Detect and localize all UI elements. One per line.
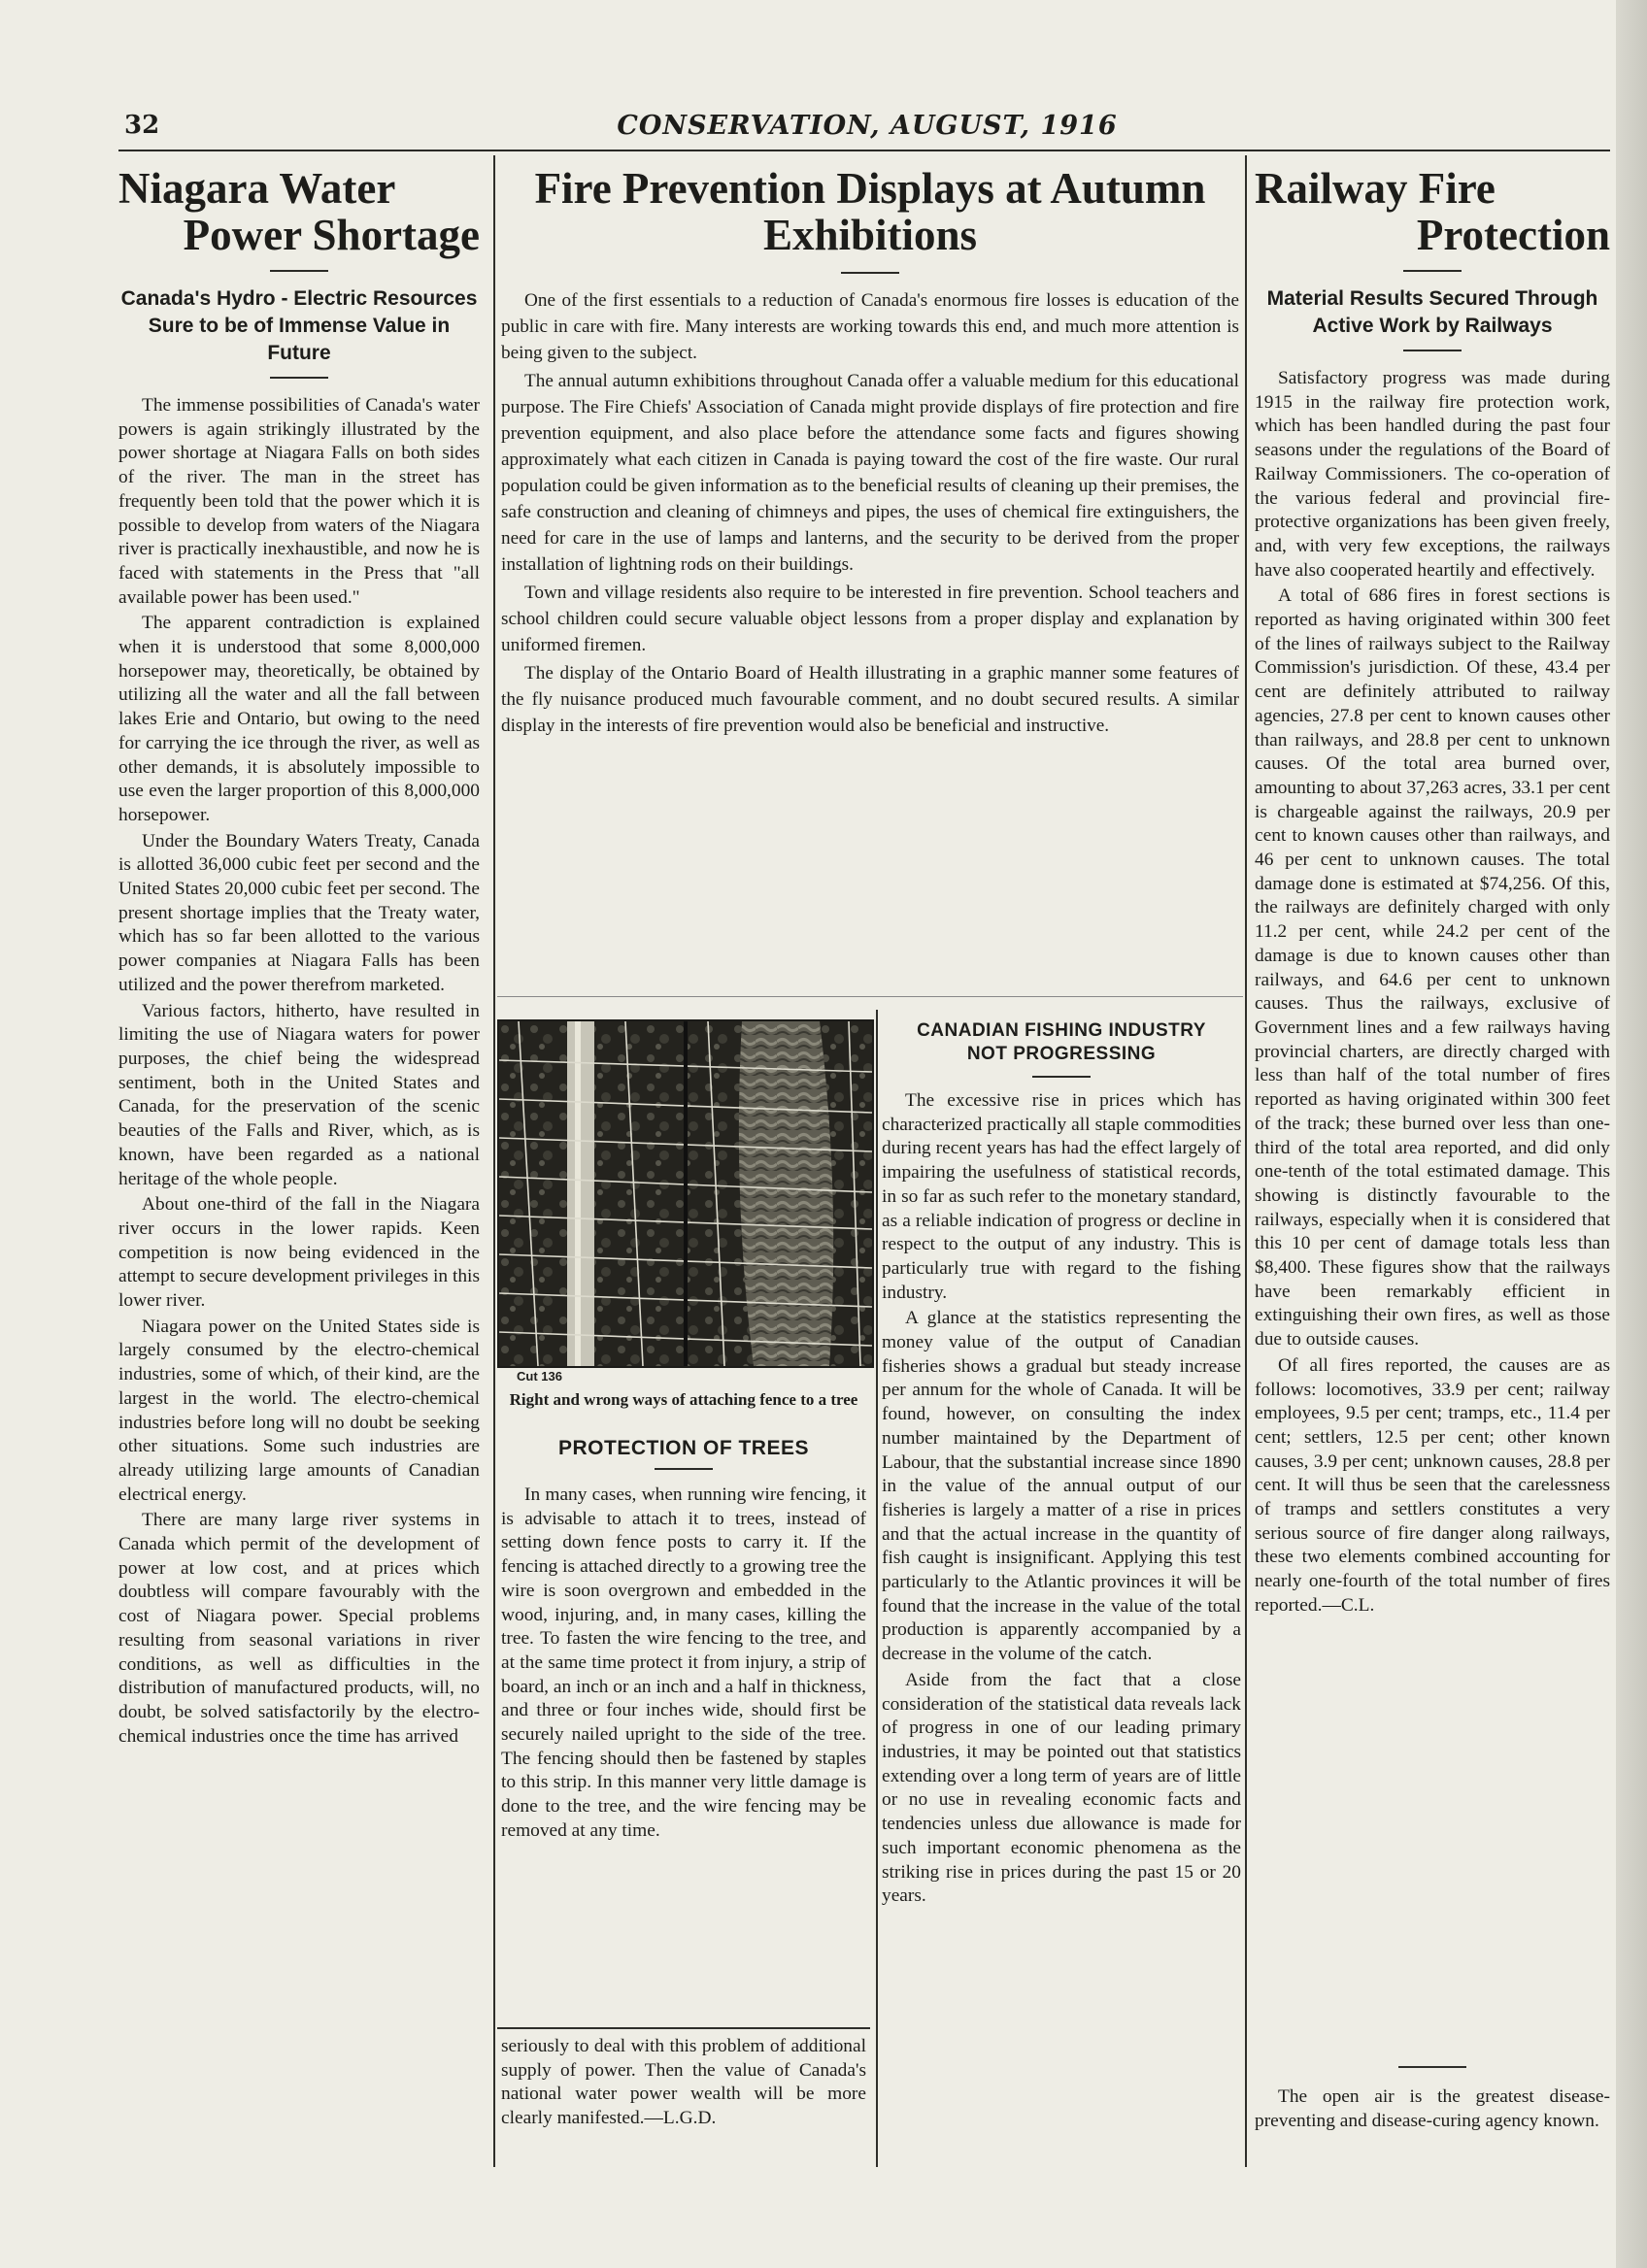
niagara-paragraph-3: Under the Boundary Waters Treaty, Canada is allotted 36,000 cubic feet per second and the United States 20,000 cubic feet per second. The present shortage implies that the Treaty water, which has so far been allotted to the various power companies at Niagara Falls has been utilized and the power therefrom marketed. <box>118 830 480 995</box>
fishing-paragraph-3: Aside from the fact that a close consideration of the statistical data reveals lack of progress in one of our leading primary industries, it may be pointed out that statistics extending over a long term of years are of little or no use in revealing economic facts and tendencies unless due allowance is made for such important economic phenomena as the striking rise in prices during the past 15 or 20 years. <box>882 1669 1241 1907</box>
article-fire-prevention <box>501 165 1239 1000</box>
column-divider-3 <box>876 1010 878 2167</box>
niagara-paragraph-1: The immense possibilities of Canada's water powers is again strikingly illustrated by the power shortage at Niagara Falls on both sides of the river. The man in the street has frequently been told that the power which it is possible to develop from waters of the Niagara river is practically inexhaustible, and now he is faced with statements in the Press that "all available power has been used." <box>118 395 480 608</box>
railway-deck: Material Results Secured Through Active Work by Railways <box>1266 287 1598 337</box>
filler-rule <box>1398 2066 1466 2068</box>
article-trees <box>501 1437 866 2019</box>
niagara-continuation-block <box>501 2035 866 2171</box>
fire-rule <box>841 272 899 274</box>
figure-caption: Right and wrong ways of attaching fence to a tree <box>509 1390 858 1409</box>
article-fishing <box>882 1019 1241 2175</box>
niagara-paragraph-7: There are many large river systems in Canada which permit of the development of power at low cost, and at prices which doubtless will compare favourably with the cost of Niagara power. Special problems resulting from seasonal variations in river conditions, as well as difficulties in the distribution of manufactured products, will, no doubt, be solved satisfactorily by the electro-chemical industries once the time has arrived <box>118 1510 480 1747</box>
fishing-paragraph-1: The excessive rise in prices which has characterized practically all staple commodities during recent years has had the effect largely of impairing the usefulness of statistical records, in so far as such refer to the monetary standard, as a reliable indication of progress or decline in respect to the output of any industry. This is particularly true with regard to the fishing industry. <box>882 1090 1241 1303</box>
niagara-headline-line2: Power Shortage <box>183 211 480 259</box>
fire-headline-line1: Fire Prevention Displays at Autumn <box>534 165 1206 213</box>
trees-title: PROTECTION OF TREES <box>557 1437 809 1459</box>
column-divider-1 <box>493 155 495 2167</box>
railway-headline-line1: Railway Fire <box>1255 165 1496 213</box>
fence-tree-photo <box>497 1019 874 1368</box>
niagara-paragraph-6: Niagara power on the United States side is largely consumed by the electro-chemical industries, some of which, of their kind, are the largest in the world. The electro-chemical industries before long will no doubt be seeking other situations. Some such industries are already utilizing large amounts of Canadian electrical energy. <box>118 1316 480 1505</box>
fishing-title-line2: NOT PROGRESSING <box>966 1044 1157 1064</box>
trees-paragraph-1: In many cases, when running wire fencing, it is advisable to attach it to trees, instead of setting down fence posts to carry it. If the fencing is attached directly to a growing tree the wire is soon overgrown and embedded in the wood, injuring, and, in many cases, killing the tree. To fasten the wire fencing to the tree, and at the same time protect it from injury, a strip of board, an inch or an inch and a half in thickness, and three or four inches wide, should first be securely nailed upright to the side of the tree. The fencing should then be fastened by staples to this strip. In this manner very little damage is done to the tree, and the wire fencing may be removed at any time. <box>501 1484 866 1841</box>
niagara-paragraph-5: About one-third of the fall in the Niagara river occurs in the lower rapids. Keen competition is now being evidenced in the attempt to secure development privileges in this lower river. <box>118 1194 480 1312</box>
fire-paragraph-2: The annual autumn exhibitions throughout Canada offer a valuable medium for this educational purpose. The Fire Chiefs' Association of Canada might provide displays of fire protection and fire prevention equipment, and also place before the attendance some facts and figures showing approximately what each citizen in Canada is paying toward the cost of the fire waste. Our rural population could be given information as to the beneficial results of cleaning up their premises, the safe construction and cleaning of chimneys and pipes, the uses of chemical fire extinguishers, the need for care in the use of lamps and lanterns, and the security to be derived from the proper installation of lightning rods on their buildings. <box>501 371 1239 575</box>
running-head: CONSERVATION, AUGUST, 1916 <box>617 111 1118 141</box>
fence-tree-illustration <box>499 1021 872 1366</box>
column-divider-2 <box>1245 155 1247 2167</box>
fishing-paragraph-2: A glance at the statistics representing the money value of the output of Canadian fisheries shows a gradual but steady increase per annum for the whole of Canada. It will be found, however, on consulting the index number maintained by the Department of Labour, that the substantial increase since 1890 in the value of the annual output of our fisheries is largely a matter of a rise in prices and that the actual increase in the quantity of fish caught is insignificant. Applying this test particularly to the Atlantic provinces it will be found that the increase in the value of the total production is apparently accompanied by a decrease in the volume of the catch. <box>882 1308 1241 1665</box>
railway-paragraph-1: Satisfactory progress was made during 1915 in the railway fire protection work, which has been handled during the past four seasons under the regulations of the Board of Railway Commissioners. The co-operation of the various federal and provincial fire-protective organizations has been given freely, and, with very few exceptions, the railways have also cooperated heartily and effectively. <box>1255 368 1610 581</box>
filler-block <box>1255 2085 1610 2173</box>
horizontal-rule-lower-left <box>497 2027 870 2029</box>
header-rule <box>118 150 1610 151</box>
article-niagara <box>118 165 480 2175</box>
niagara-paragraph-2: The apparent contradiction is explained when it is understood that some 8,000,000 horsepower may, theoretically, be obtained by utilizing all the water and all the fall between lakes Erie and Ontario, but owing to the need for carrying the ice through the river, as well as other demands, it is absolutely impossible to use even the larger proportion of this 8,000,000 horsepower. <box>118 613 480 825</box>
niagara-deck-rule <box>270 377 328 379</box>
railway-paragraph-3: Of all fires reported, the causes are as follows: locomotives, 33.9 per cent; railway employees, 9.5 per cent; tramps, etc., 11.4 per cent; settlers, 12.5 per cent; other known causes, 3.9 per cent; unknown causes, 28.8 per cent. It will thus be seen that the carelessness of tramps and settlers constitutes a very serious source of fire danger along railways, these two elements combined accounting for nearly one-fourth of the total number of fires reported.—C.L. <box>1255 1354 1610 1616</box>
fishing-rule <box>1032 1076 1091 1078</box>
niagara-continuation: seriously to deal with this problem of additional supply of power. Then the value of Canada's national water power wealth will be more clearly manifested.—L.G.D. <box>501 2036 866 2129</box>
fire-paragraph-1: One of the first essentials to a reduction of Canada's enormous fire losses is education of the public in care with fire. Many interests are working towards this end, and much more attention is being given to the subject. <box>501 290 1239 363</box>
railway-paragraph-2: A total of 686 fires in forest sections is reported as having originated within 300 feet of the lines of railways subject to the Railway Commission's jurisdiction. Of these, 43.4 per cent are definitely attributed to railway agencies, 27.8 per cent to known causes other than railways, and 28.8 per cent to unknown causes. Of the total area burned over, amounting to about 37,263 acres, 33.1 per cent is chargeable against the railways, 20.9 per cent to known causes other than railways, and 46 per cent to unknown causes. The total damage done is estimated at $74,256. Of this, the railways are definitely charged with only 11.2 per cent, while 24.2 per cent of the damage is due to known causes other than railways, and 64.6 per cent to unknown causes. Thus the railways, exclusive of Government lines and a few railways having provincial charters, are directly charged with less than half of the total number of fires reported as having originated within 300 feet of the track; these burned over less than one-third of the total area reported, and did only one-tenth of the total estimated damage. This showing is distinctly favourable to the railways, especially when it is considered that this 10 per cent of damage totals less than $8,400. These figures show that the railways have been remarkably efficient in extinguishing their own fires, as well as those due to outside causes. <box>1255 585 1610 1351</box>
niagara-headline-line1: Niagara Water <box>118 165 396 213</box>
page-edge-shadow <box>1616 0 1647 2268</box>
figure-cut-number: Cut 136 <box>517 1369 562 1384</box>
niagara-deck: Canada's Hydro - Electric Resources Sure to be of Immense Value in Future <box>120 287 478 364</box>
fire-headline-line2: Exhibitions <box>762 211 978 259</box>
fishing-title-line1: CANADIAN FISHING INDUSTRY <box>917 1020 1206 1041</box>
filler-text: The open air is the greatest disease-preventing and disease-curing agency known. <box>1255 2086 1610 2131</box>
railway-headline-line2: Protection <box>1416 211 1610 259</box>
railway-rule <box>1403 270 1462 272</box>
railway-deck-rule <box>1403 350 1462 351</box>
page-number: 32 <box>124 111 160 140</box>
fire-paragraph-4: The display of the Ontario Board of Health illustrating in a graphic manner some features of the fly nuisance produced much favourable comment, and no doubt secured results. A similar display in the interests of fire prevention would also be beneficial and instructive. <box>501 663 1239 736</box>
article-railway <box>1255 165 1610 2039</box>
fire-paragraph-3: Town and village residents also require to be interested in fire prevention. School teachers and school children could secure valuable object lessons from a proper display and explanation by uniformed firemen. <box>501 583 1239 655</box>
niagara-rule <box>270 270 328 272</box>
niagara-paragraph-4: Various factors, hitherto, have resulted in limiting the use of Niagara waters for power purposes, the chief being the widespread sentiment, both in the United States and Canada, for the preservation of the scenic beauties of the Falls and River, which, as is known, have been regarded as a national heritage of the whole people. <box>118 1000 480 1189</box>
page-header <box>118 109 1616 148</box>
trees-rule <box>655 1468 713 1470</box>
